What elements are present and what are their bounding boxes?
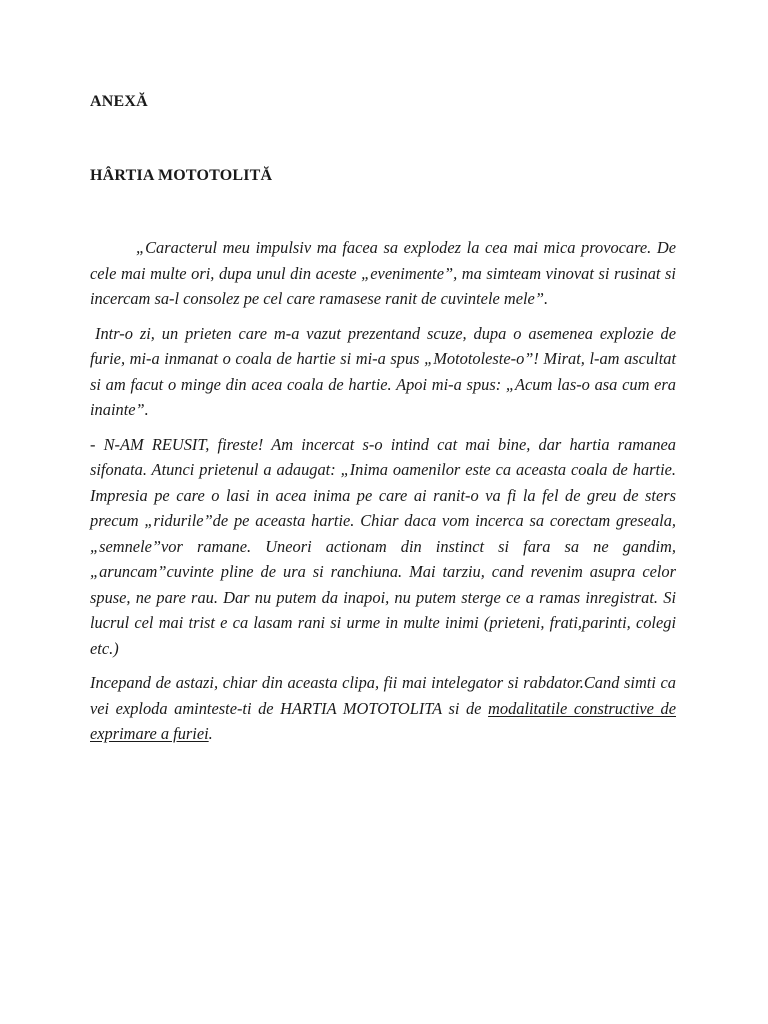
paragraph-4: [90, 670, 676, 747]
paragraph-4-end: .: [208, 724, 213, 743]
paragraph-4-text: Incepand de astazi, chiar din aceasta clipa, fii mai intelegator si rabdator.Cand simti ca vei exploda aminteste-ti de HARTIA MOTOTOLITA si de: [90, 673, 676, 718]
story-title: HÂRTIA MOTOTOLITĂ: [90, 167, 273, 184]
paragraph-3: - N-AM REUSIT, fireste! Am incercat s-o intind cat mai bine, dar hartia ramanea sifonata. Atunci prietenul a adaugat: „Inima oamenilor este ca aceasta coala de hartie. Impresia pe care o lasi in acea inima pe care ai ranit-o va fi la fel de greu de sters precum „ridurile”de pe aceasta hartie. Chiar daca vom incerca sa corectam greseala, „semnele”vor ramane. Uneori actionam din instinct si fara sa ne gandim, „aruncam”cuvinte pline de ura si ranchiuna. Mai tarziu, cand revenim asupra celor spuse, ne pare rau. Dar nu putem da inapoi, nu putem sterge ce a ramas inregistrat. Si lucrul cel mai trist e ca lasam rani si urme in multe inimi (prieteni, frati,parinti, colegi etc.): [90, 434, 676, 658]
underlined-phrase: modalitatile constructive de exprimare a furiei: [90, 698, 676, 743]
paragraph-1: „Caracterul meu impulsiv ma facea sa explodez la cea mai mica provocare. De cele mai multe ori, dupa unul din aceste „evenimente”, ma simteam vinovat si rusinat si incercam sa-l consolez pe cel care ramasese ranit de cuvintele mele”.: [90, 238, 676, 308]
story-body: [90, 235, 676, 756]
annex-title: ANEXĂ: [90, 93, 148, 110]
paragraph-2: Intr-o zi, un prieten care m-a vazut prezentand scuze, dupa o asemenea explozie de furie, mi-a inmanat o coala de hartie si mi-a spus „Mototoleste-o”! Mirat, l-am ascultat si am facut o minge din acea coala de hartie. Apoi mi-a spus: „Acum las-o asa cum era inainte”.: [90, 323, 676, 419]
